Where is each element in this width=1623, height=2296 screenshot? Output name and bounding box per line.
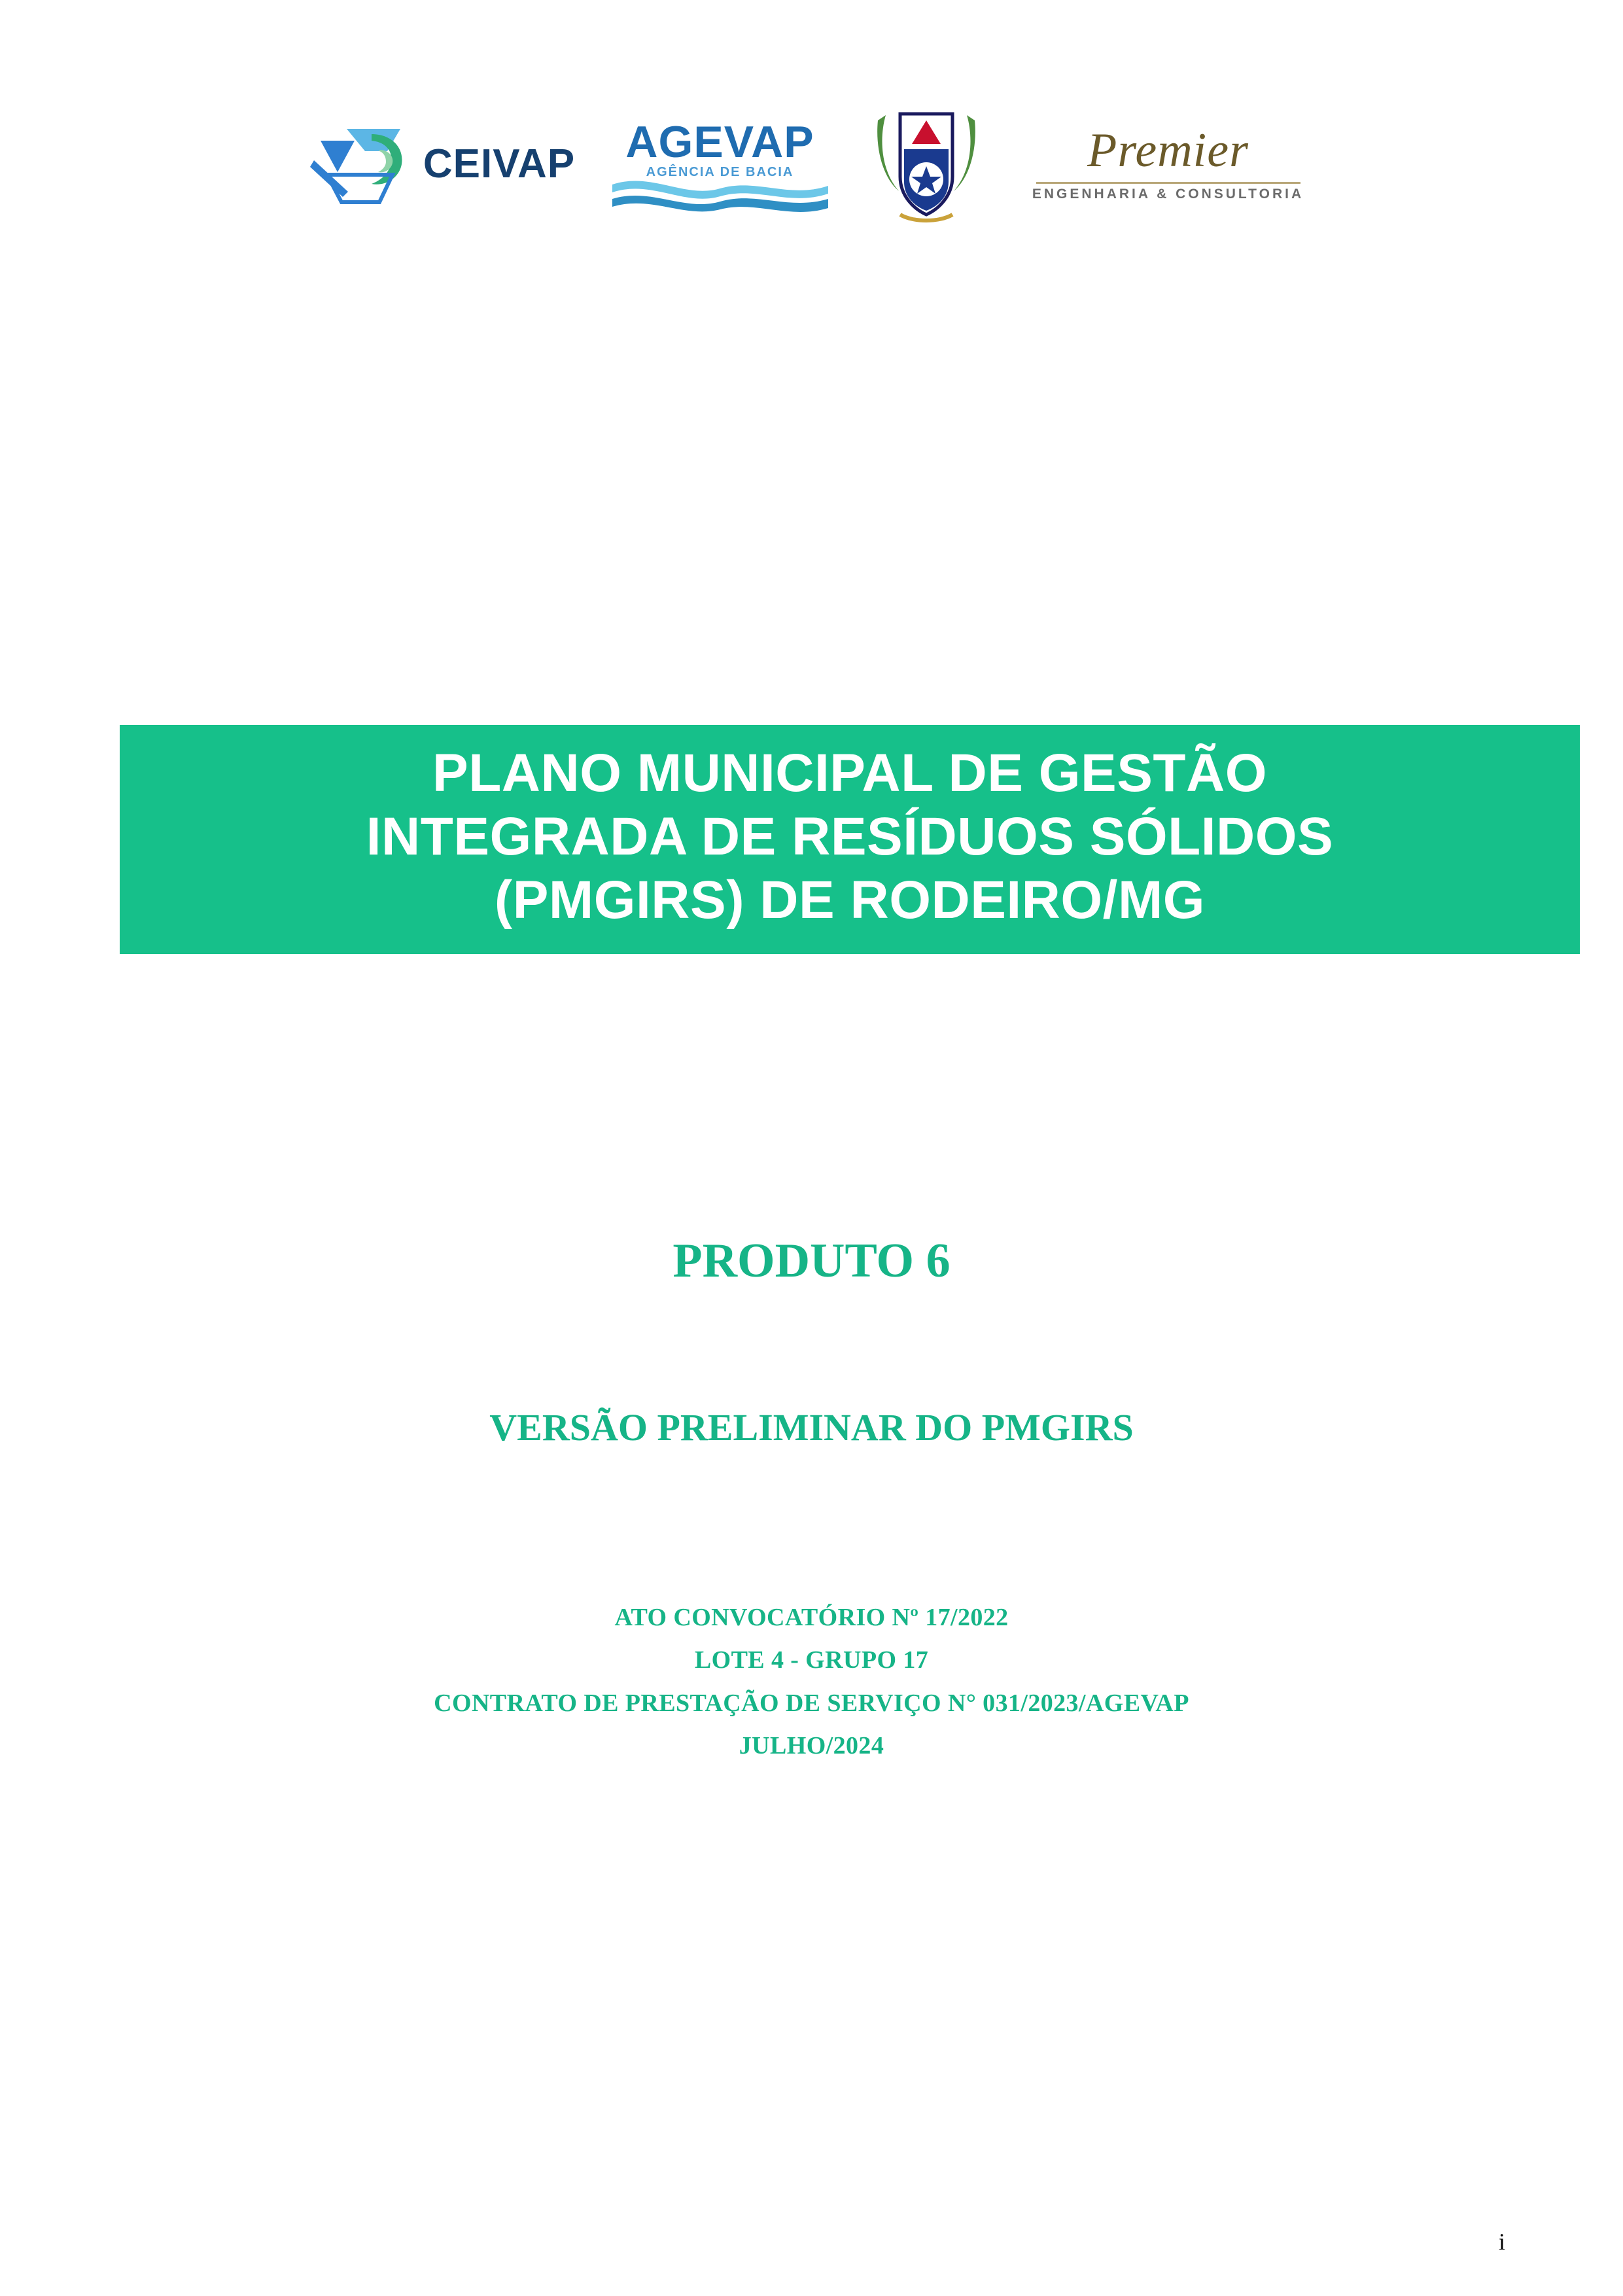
metadata-line-2: LOTE 4 - GRUPO 17	[694, 1646, 929, 1674]
premier-wordmark: Premier	[1087, 124, 1249, 177]
agevap-waves-icon	[612, 171, 828, 217]
agevap-tagline: AGÊNCIA DE BACIA	[646, 165, 794, 179]
agevap-logo	[612, 105, 828, 222]
version-label: VERSÃO PRELIMINAR DO PMGIRS	[489, 1406, 1134, 1449]
metadata-line-3: CONTRATO DE PRESTAÇÃO DE SERVIÇO N° 031/2023/AGEVAP	[434, 1689, 1189, 1717]
metadata-line-1: ATO CONVOCATÓRIO Nº 17/2022	[614, 1604, 1009, 1631]
product-label: PRODUTO 6	[672, 1234, 951, 1288]
premier-divider	[1036, 182, 1300, 184]
logo-row	[0, 98, 1623, 229]
document-metadata	[0, 1597, 1623, 1767]
agevap-wordmark: AGEVAP	[625, 117, 814, 167]
page-number: i	[1498, 2229, 1505, 2255]
brasao-rodeiro-logo	[867, 98, 985, 229]
premier-logo	[1024, 105, 1312, 222]
metadata-line-4: JULHO/2024	[739, 1732, 884, 1760]
title-line-3: (PMGIRS) DE RODEIRO/MG	[494, 870, 1206, 930]
ceivap-mark-icon	[309, 115, 417, 213]
title-line-1: PLANO MUNICIPAL DE GESTÃO	[432, 743, 1267, 803]
ceivap-logo	[311, 105, 576, 222]
title-line-2: INTEGRADA DE RESÍDUOS SÓLIDOS	[366, 806, 1334, 866]
document-title-banner	[120, 725, 1580, 954]
ceivap-wordmark: CEIVAP	[423, 141, 576, 186]
premier-tagline: ENGENHARIA & CONSULTORIA	[1032, 186, 1304, 202]
